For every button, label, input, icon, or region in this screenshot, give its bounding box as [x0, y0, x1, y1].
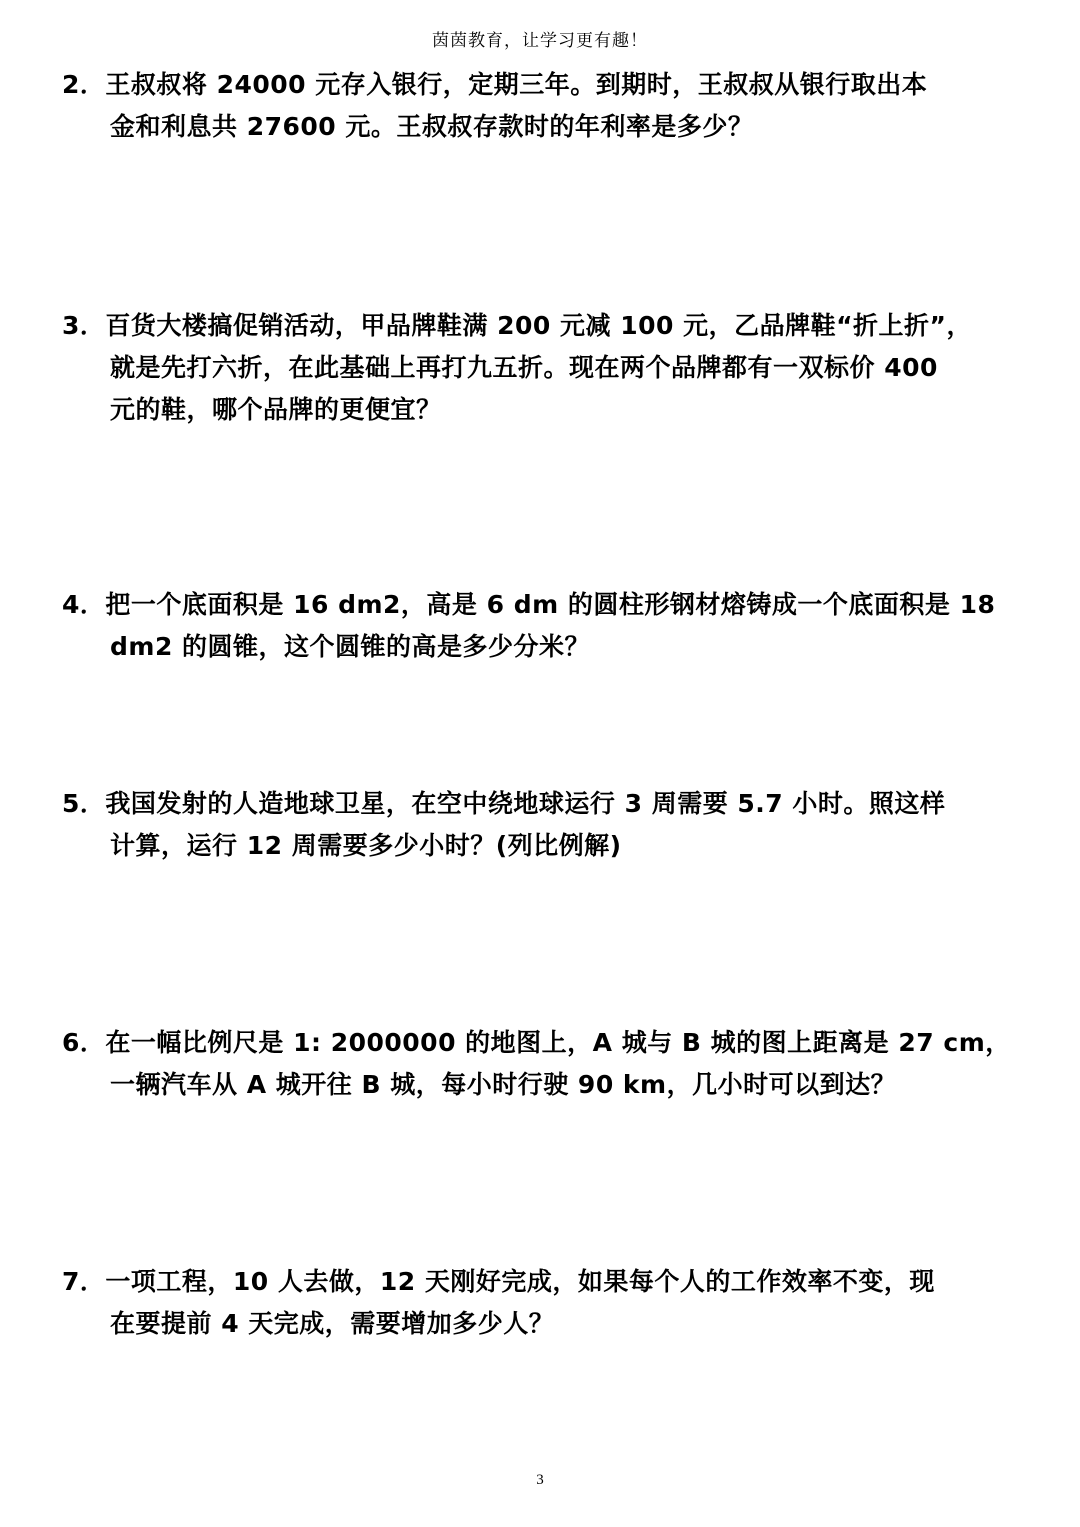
problem-7: [62, 1261, 1022, 1345]
problem-3: [62, 305, 1022, 431]
problem-line: 就是先打六折，在此基础上再打九五折。现在两个品牌都有一双标价 400: [110, 353, 938, 382]
page-number: 3: [536, 1472, 544, 1488]
problem-2: [62, 64, 1022, 148]
problem-line: 元的鞋，哪个品牌的更便宜？: [110, 395, 442, 424]
problem-line: 7．一项工程，10 人去做，12 天刚好完成，如果每个人的工作效率不变，现: [62, 1267, 935, 1296]
problem-line: 6．在一幅比例尺是 1: 2000000 的地图上，A 城与 B 城的图上距离是 27 cm，: [62, 1028, 1011, 1057]
problem-line: dm2 的圆锥，这个圆锥的高是多少分米？: [110, 632, 591, 661]
problem-4: [62, 584, 1022, 668]
problem-line: 2．王叔叔将 24000 元存入银行，定期三年。到期时，王叔叔从银行取出本: [62, 70, 928, 99]
problem-line: 5．我国发射的人造地球卫星，在空中绕地球运行 3 周需要 5.7 小时。照这样: [62, 789, 946, 818]
problem-line: 在要提前 4 天完成，需要增加多少人？: [110, 1309, 555, 1338]
page-header: 茵茵教育，让学习更有趣！: [432, 31, 648, 51]
problem-line: 4．把一个底面积是 16 dm2，高是 6 dm 的圆柱形钢材熔铸成一个底面积是 18: [62, 590, 996, 619]
problem-line: 一辆汽车从 A 城开往 B 城，每小时行驶 90 km，几小时可以到达？: [110, 1070, 897, 1099]
problem-line: 3．百货大楼搞促销活动，甲品牌鞋满 200 元减 100 元，乙品牌鞋“折上折”，: [62, 311, 972, 340]
problem-line: 金和利息共 27600 元。王叔叔存款时的年利率是多少？: [110, 112, 754, 141]
problem-5: [62, 783, 1022, 867]
problem-line: 计算，运行 12 周需要多少小时？(列比例解): [110, 831, 622, 860]
problem-6: [62, 1022, 1022, 1106]
